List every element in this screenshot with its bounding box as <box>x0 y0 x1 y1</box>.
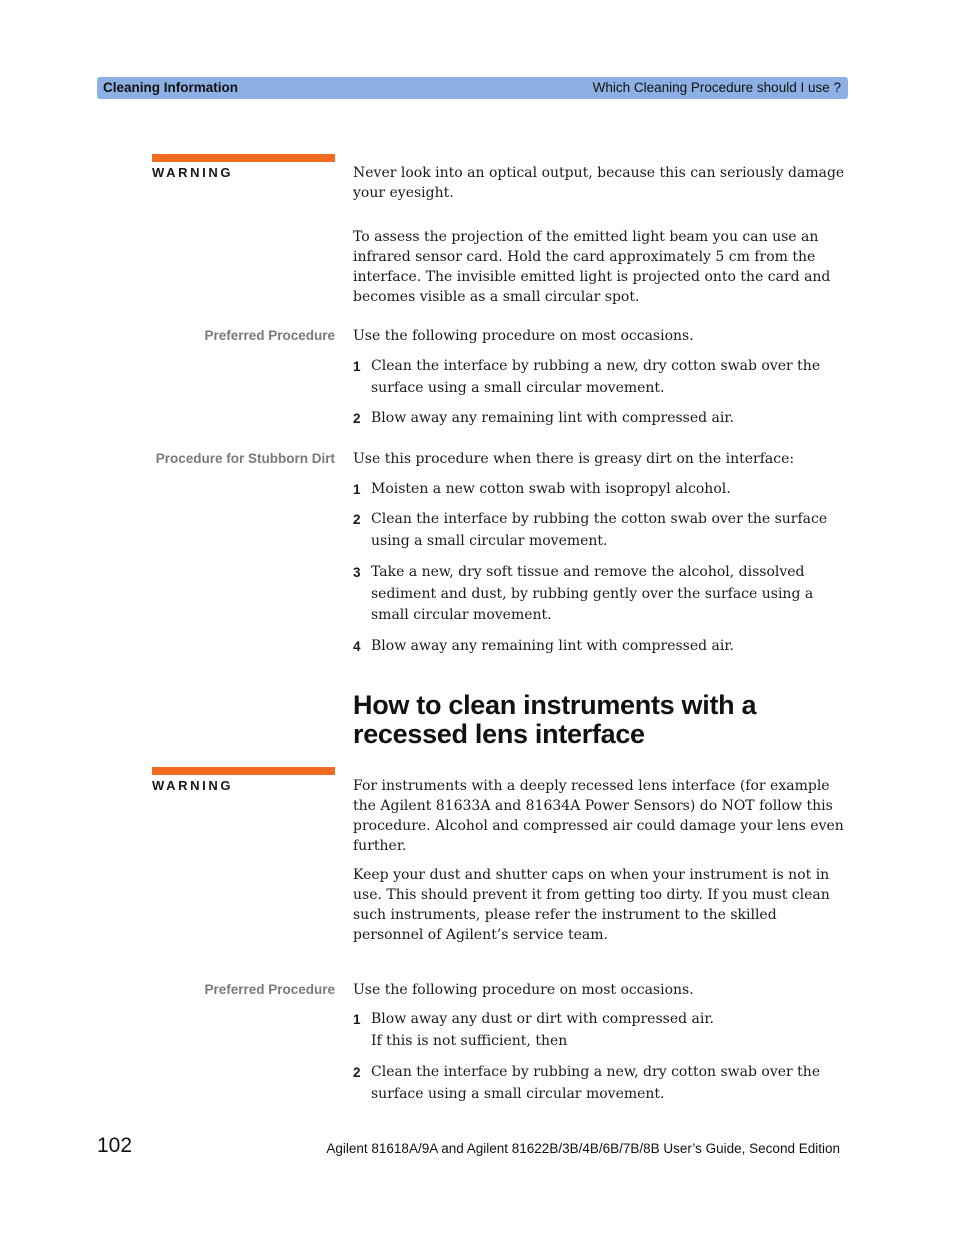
running-header <box>97 77 848 99</box>
warning-text: Never look into an optical output, because this can seriously damage your eyesight. <box>353 165 845 201</box>
warning-text: Keep your dust and shutter caps on when your instrument is not in use. This should prevent it from getting too dirty. If you must clean such instruments, please refer the instrument to the skilled personnel of Agilent’s service team. <box>353 867 830 943</box>
step-text: Clean the interface by rubbing a new, dry cotton swab over the surface using a small circular movement. <box>371 358 821 396</box>
section-heading: How to clean instruments with a recessed lens interface <box>353 690 757 749</box>
procedure-intro: Use this procedure when there is greasy dirt on the interface: <box>353 451 795 467</box>
procedure-label: Preferred Procedure <box>204 982 335 997</box>
footer-title: Agilent 81618A/9A and Agilent 81622B/3B/4B/6B/7B/8B User’s Guide, Second Edition <box>326 1141 840 1156</box>
page-number: 102 <box>97 1134 133 1157</box>
procedure-label: Preferred Procedure <box>204 328 335 343</box>
step-text: Clean the interface by rubbing the cotton swab over the surface using a small circular movement. <box>371 511 828 549</box>
step-number: 4 <box>353 639 361 654</box>
step-number: 2 <box>353 1065 361 1080</box>
step-text: Blow away any dust or dirt with compressed air. <box>371 1011 714 1027</box>
warning-bar <box>152 767 335 775</box>
warning-bar <box>152 154 335 162</box>
step-number: 1 <box>353 1012 361 1027</box>
warning-text: To assess the projection of the emitted light beam you can use an infrared sensor card. Hold the card approximately 5 cm from the interface. The invisible emitted light is projected onto the card and becomes visible as a small circular spot. <box>353 229 831 305</box>
header-section: Cleaning Information <box>103 80 238 95</box>
step-number: 3 <box>353 565 361 580</box>
step-text: Moisten a new cotton swab with isopropyl alcohol. <box>371 481 731 497</box>
procedure-label: Procedure for Stubborn Dirt <box>155 451 335 466</box>
step-text: Clean the interface by rubbing a new, dry cotton swab over the surface using a small circular movement. <box>371 1064 821 1102</box>
procedure-step <box>353 356 848 399</box>
procedure-intro: Use the following procedure on most occasions. <box>353 982 694 998</box>
step-number: 2 <box>353 512 361 527</box>
step-text: Blow away any remaining lint with compressed air. <box>371 410 734 426</box>
warning-label: WARNING <box>152 165 234 180</box>
procedure-step <box>353 479 848 501</box>
procedure-step <box>353 636 848 658</box>
procedure-step <box>353 562 848 627</box>
procedure-step <box>353 1009 848 1052</box>
step-text-continued: If this is not sufficient, then <box>371 1032 568 1049</box>
step-number: 1 <box>353 482 361 497</box>
procedure-step <box>353 1062 848 1105</box>
step-number: 1 <box>353 359 361 374</box>
procedure-step <box>353 408 848 430</box>
header-topic: Which Cleaning Procedure should I use ? <box>592 80 841 95</box>
procedure-step <box>353 509 848 552</box>
step-text: Blow away any remaining lint with compressed air. <box>371 638 734 654</box>
step-number: 2 <box>353 411 361 426</box>
warning-text: For instruments with a deeply recessed lens interface (for example the Agilent 81633A and 81634A Power Sensors) do NOT follow this procedure. Alcohol and compressed air could damage your lens even further. <box>353 778 844 854</box>
procedure-intro: Use the following procedure on most occasions. <box>353 328 694 344</box>
step-text: Take a new, dry soft tissue and remove the alcohol, dissolved sediment and dust, by rubbing gently over the surface using a small circular movement. <box>371 564 814 623</box>
warning-label: WARNING <box>152 778 234 793</box>
